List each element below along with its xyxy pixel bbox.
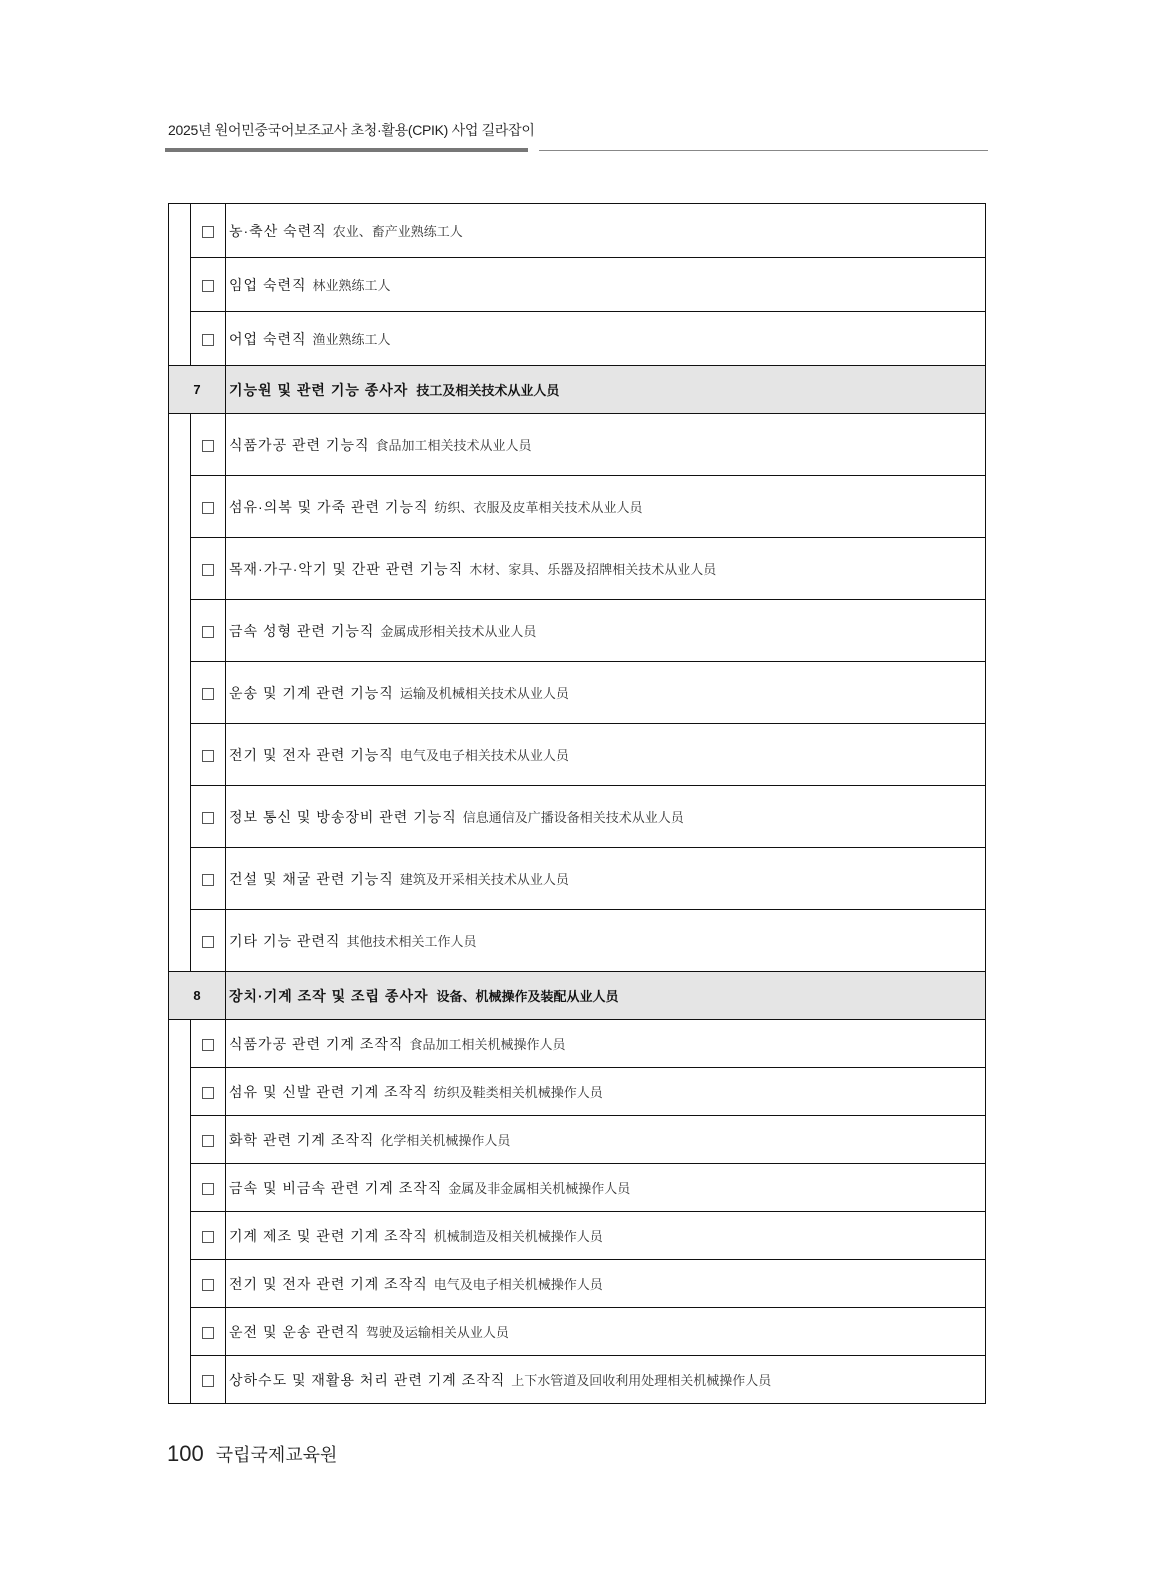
table-row [169, 1260, 986, 1308]
table-row [169, 662, 986, 724]
occupation-ko: 기계 제조 및 관련 기계 조작직 [229, 1227, 428, 1244]
table-row [169, 204, 986, 258]
checkbox-cell [191, 312, 226, 366]
checkbox[interactable] [202, 1327, 214, 1339]
occupation-ko: 기타 기능 관련직 [229, 932, 341, 949]
checkbox[interactable] [202, 440, 214, 452]
checkbox[interactable] [202, 1087, 214, 1099]
checkbox[interactable] [202, 280, 214, 292]
occupation-ko: 건설 및 채굴 관련 기능직 [229, 870, 394, 887]
occupation-ko: 목재·가구·악기 및 간판 관련 기능직 [229, 560, 464, 577]
occupation-ko: 전기 및 전자 관련 기능직 [229, 746, 394, 763]
checkbox[interactable] [202, 688, 214, 700]
table-row [169, 1164, 986, 1212]
page-footer [167, 1441, 337, 1467]
checkbox-cell [191, 786, 226, 848]
header-rule-thick [165, 148, 528, 152]
occupation-label [226, 1308, 986, 1356]
occupation-label [226, 476, 986, 538]
indent-cell [169, 414, 191, 972]
occupation-ko: 화학 관련 기계 조작직 [229, 1131, 375, 1148]
category-title-zh: 设备、机械操作及装配从业人员 [436, 988, 619, 1004]
table-row [169, 786, 986, 848]
occupation-zh: 食品加工相关技术从业人员 [375, 438, 532, 454]
indent-cell [169, 1020, 191, 1404]
indent-cell [169, 204, 191, 366]
occupation-zh: 渔业熟练工人 [312, 332, 391, 348]
running-header: 2025년 원어민중국어보조교사 초청·활용(CPIK) 사업 길라잡이 [168, 122, 535, 138]
checkbox-cell [191, 1020, 226, 1068]
table-row [169, 1020, 986, 1068]
page-number: 100 [167, 1441, 204, 1466]
table-row [169, 1068, 986, 1116]
checkbox-cell [191, 1116, 226, 1164]
table-row [169, 476, 986, 538]
occupation-zh: 食品加工相关机械操作人员 [409, 1037, 566, 1053]
checkbox[interactable] [202, 1183, 214, 1195]
occupation-ko: 식품가공 관련 기능직 [229, 436, 370, 453]
occupation-label [226, 204, 986, 258]
category-number: 7 [169, 366, 226, 414]
occupation-label [226, 1212, 986, 1260]
occupation-ko: 정보 통신 및 방송장비 관련 기능직 [229, 808, 457, 825]
checkbox[interactable] [202, 1279, 214, 1291]
category-header-row [169, 972, 986, 1020]
checkbox-cell [191, 414, 226, 476]
table-row [169, 312, 986, 366]
occupation-ko: 운송 및 기계 관련 기능직 [229, 684, 394, 701]
occupation-label [226, 538, 986, 600]
occupation-label [226, 910, 986, 972]
category-title-zh: 技工及相关技术从业人员 [416, 382, 560, 398]
occupation-zh: 农业、畜产业熟练工人 [332, 224, 463, 240]
checkbox[interactable] [202, 936, 214, 948]
checkbox-cell [191, 1356, 226, 1404]
table-row [169, 910, 986, 972]
occupation-label [226, 724, 986, 786]
table-row [169, 1356, 986, 1404]
occupation-label [226, 414, 986, 476]
checkbox-cell [191, 1212, 226, 1260]
occupation-zh: 建筑及开采相关技术从业人员 [399, 872, 569, 888]
table-row [169, 1212, 986, 1260]
checkbox-cell [191, 1164, 226, 1212]
occupation-label [226, 786, 986, 848]
checkbox[interactable] [202, 226, 214, 238]
checkbox-cell [191, 724, 226, 786]
occupation-label [226, 848, 986, 910]
occupation-label [226, 258, 986, 312]
table-row [169, 724, 986, 786]
checkbox[interactable] [202, 750, 214, 762]
occupation-zh: 化学相关机械操作人员 [380, 1133, 511, 1149]
table-row [169, 1308, 986, 1356]
occupation-ko: 섬유 및 신발 관련 기계 조작직 [229, 1083, 428, 1100]
occupation-ko: 운전 및 운송 관련직 [229, 1323, 360, 1340]
occupation-ko: 상하수도 및 재활용 처리 관련 기계 조작직 [229, 1371, 506, 1388]
occupation-zh: 上下水管道及回收利用处理相关机械操作人员 [511, 1373, 772, 1389]
checkbox[interactable] [202, 1135, 214, 1147]
checkbox-cell [191, 1068, 226, 1116]
occupation-table [168, 203, 986, 1404]
category-title [226, 972, 986, 1020]
occupation-zh: 金属成形相关技术从业人员 [380, 624, 537, 640]
checkbox[interactable] [202, 1375, 214, 1387]
occupation-label [226, 1116, 986, 1164]
category-title-ko: 장치·기계 조작 및 조립 종사자 [229, 987, 429, 1004]
occupation-zh: 木材、家具、乐器及招牌相关技术从业人员 [469, 562, 717, 578]
checkbox-cell [191, 1308, 226, 1356]
occupation-zh: 电气及电子相关技术从业人员 [399, 748, 569, 764]
category-title-ko: 기능원 및 관련 기능 종사자 [229, 381, 409, 398]
checkbox[interactable] [202, 334, 214, 346]
occupation-zh: 运输及机械相关技术从业人员 [399, 686, 569, 702]
checkbox-cell [191, 1260, 226, 1308]
occupation-label [226, 1356, 986, 1404]
occupation-ko: 농·축산 숙련직 [229, 222, 327, 239]
checkbox[interactable] [202, 626, 214, 638]
occupation-label [226, 1260, 986, 1308]
occupation-label [226, 662, 986, 724]
table-row [169, 258, 986, 312]
category-number: 8 [169, 972, 226, 1020]
occupation-ko: 식품가공 관련 기계 조작직 [229, 1035, 404, 1052]
table-row [169, 414, 986, 476]
table-row [169, 538, 986, 600]
occupation-zh: 其他技术相关工作人员 [346, 934, 477, 950]
checkbox-cell [191, 848, 226, 910]
occupation-ko: 어업 숙련직 [229, 330, 307, 347]
occupation-zh: 机械制造及相关机械操作人员 [433, 1229, 603, 1245]
occupation-ko: 금속 성형 관련 기능직 [229, 622, 375, 639]
checkbox-cell [191, 204, 226, 258]
checkbox[interactable] [202, 812, 214, 824]
table-row [169, 848, 986, 910]
checkbox[interactable] [202, 564, 214, 576]
checkbox[interactable] [202, 874, 214, 886]
table-row [169, 1116, 986, 1164]
occupation-zh: 林业熟练工人 [312, 278, 391, 294]
checkbox-cell [191, 910, 226, 972]
occupation-ko: 임업 숙련직 [229, 276, 307, 293]
occupation-label [226, 1068, 986, 1116]
header-rule-thin [539, 150, 988, 151]
occupation-ko: 금속 및 비금속 관련 기계 조작직 [229, 1179, 443, 1196]
table-row [169, 600, 986, 662]
checkbox-cell [191, 600, 226, 662]
occupation-label [226, 1164, 986, 1212]
occupation-zh: 纺织、衣服及皮革相关技术从业人员 [434, 500, 643, 516]
checkbox[interactable] [202, 1039, 214, 1051]
occupation-zh: 信息通信及广播设备相关技术从业人员 [462, 810, 684, 826]
occupation-label [226, 600, 986, 662]
occupation-label [226, 1020, 986, 1068]
checkbox[interactable] [202, 502, 214, 514]
occupation-zh: 电气及电子相关机械操作人员 [433, 1277, 603, 1293]
occupation-ko: 전기 및 전자 관련 기계 조작직 [229, 1275, 428, 1292]
checkbox-cell [191, 538, 226, 600]
occupation-zh: 驾驶及运输相关从业人员 [365, 1325, 509, 1341]
occupation-zh: 金属及非金属相关机械操作人员 [448, 1181, 631, 1197]
checkbox-cell [191, 258, 226, 312]
checkbox-cell [191, 476, 226, 538]
category-header-row [169, 366, 986, 414]
occupation-ko: 섬유·의복 및 가죽 관련 기능직 [229, 498, 429, 515]
checkbox-cell [191, 662, 226, 724]
occupation-label [226, 312, 986, 366]
category-title [226, 366, 986, 414]
organization-name: 국립국제교육원 [215, 1445, 338, 1465]
occupation-zh: 纺织及鞋类相关机械操作人员 [433, 1085, 603, 1101]
checkbox[interactable] [202, 1231, 214, 1243]
